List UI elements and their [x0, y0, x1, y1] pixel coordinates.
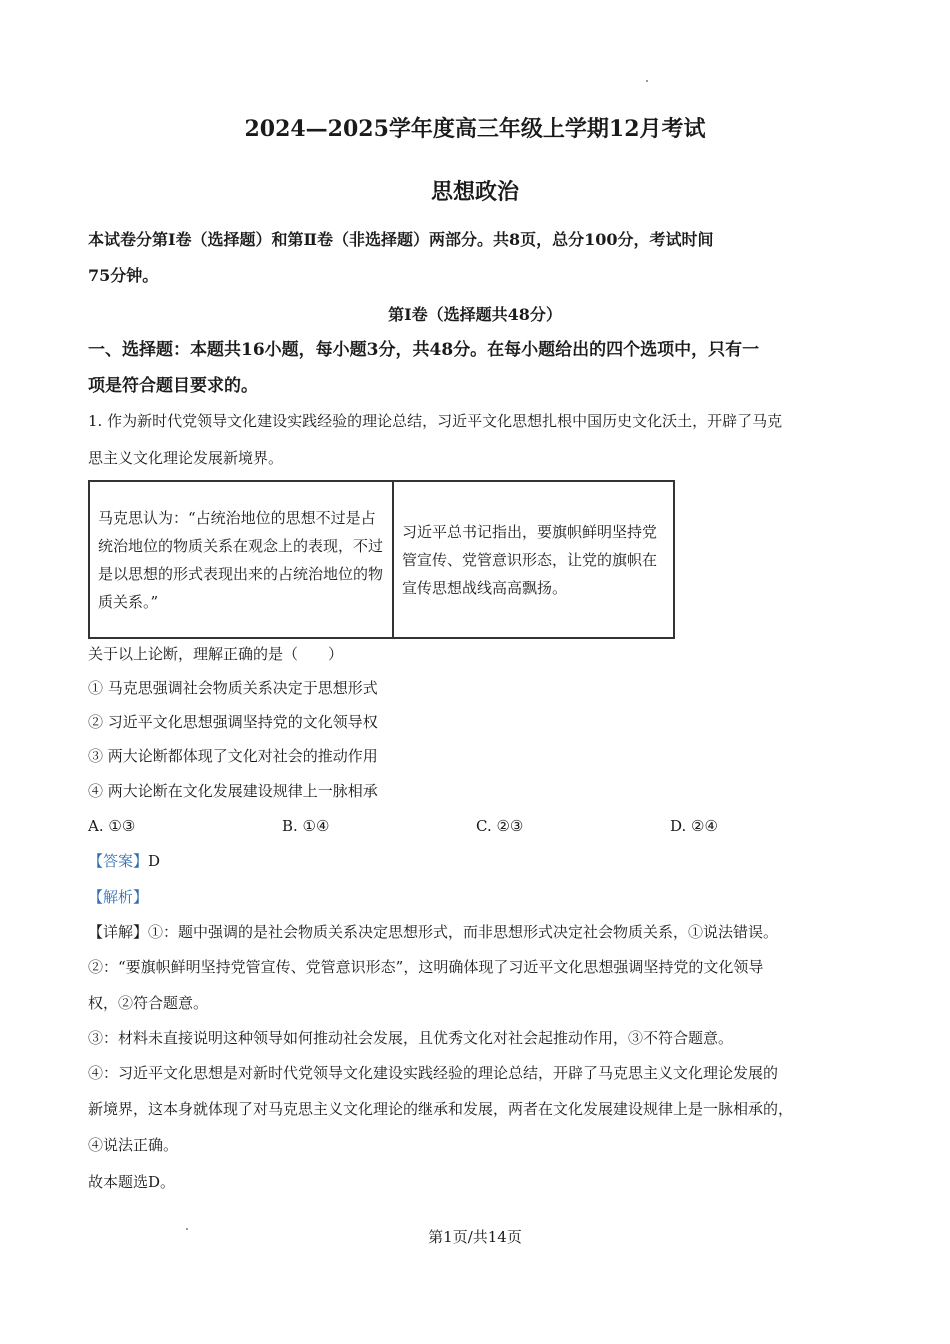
analysis-line-3: 权，②符合题意。 [88, 994, 209, 1012]
scan-mark [646, 80, 648, 82]
analysis-line-8: 故本题选D。 [88, 1173, 176, 1191]
section-heading: 第Ⅰ卷（选择题共48分） [388, 305, 562, 324]
statement-3: ③ 两大论断都体现了文化对社会的推动作用 [88, 747, 378, 765]
detail-label: 【详解】 [88, 923, 149, 941]
intro-line-2: 75分钟。 [88, 266, 159, 285]
answer-line [88, 851, 160, 871]
material-table [88, 480, 675, 639]
statement-2: ② 习近平文化思想强调坚持党的文化领导权 [88, 713, 378, 731]
scan-mark [186, 1228, 188, 1230]
analysis-line-5: ④：习近平文化思想是对新时代党领导文化建设实践经验的理论总结，开辟了马克思主义文化理论发展的 [88, 1064, 779, 1082]
page-footer: 第1页/共14页 [428, 1228, 522, 1246]
analysis-text-1: ①：题中强调的是社会物质关系决定思想形式，而非思想形式决定社会物质关系，①说法错误。 [148, 923, 779, 941]
answer-value: D [148, 852, 161, 870]
question-stem-line-1: 1. 作为新时代党领导文化建设实践经验的理论总结，习近平文化思想扎根中国历史文化沃土，开辟了马克 [88, 412, 783, 430]
analysis-line-1 [88, 922, 778, 942]
material-right-cell: 习近平总书记指出，要旗帜鲜明坚持党管宣传、党管意识形态，让党的旗帜在宣传思想战线高高飘扬。 [393, 481, 674, 638]
instruction-line-2: 项是符合题目要求的。 [88, 376, 258, 396]
instruction-line-1: 一、选择题：本题共16小题，每小题3分，共48分。在每小题给出的四个选项中，只有一 [88, 340, 760, 360]
analysis-line-4: ③：材料未直接说明这种领导如何推动社会发展，且优秀文化对社会起推动作用，③不符合题意。 [88, 1029, 734, 1047]
option-d: D. ②④ [670, 817, 718, 835]
subject-title: 思想政治 [430, 179, 519, 205]
analysis-line-7: ④说法正确。 [88, 1136, 179, 1154]
intro-line-1: 本试卷分第Ⅰ卷（选择题）和第Ⅱ卷（非选择题）两部分。共8页，总分100分，考试时间 [88, 230, 714, 249]
question-prompt: 关于以上论断，理解正确的是（ ） [88, 645, 344, 663]
analysis-label: 【解析】 [88, 888, 149, 906]
exam-title: 2024—2025学年度高三年级上学期12月考试 [244, 116, 706, 142]
material-left-cell: 马克思认为：“占统治地位的思想不过是占统治地位的物质关系在观念上的表现，不过是以思想的形式表现出来的占统治地位的物质关系。” [89, 481, 393, 638]
analysis-line-2: ②：“要旗帜鲜明坚持党管宣传、党管意识形态”，这明确体现了习近平文化思想强调坚持党的文化领导 [88, 958, 764, 976]
option-b: B. ①④ [282, 817, 330, 835]
statement-1: ① 马克思强调社会物质关系决定于思想形式 [88, 679, 378, 697]
option-a: A. ①③ [88, 817, 136, 835]
option-c: C. ②③ [476, 817, 524, 835]
answer-label: 【答案】 [88, 852, 149, 870]
analysis-line-6: 新境界，这本身就体现了对马克思主义文化理论的继承和发展，两者在文化发展建设规律上是一脉相承的， [88, 1100, 794, 1118]
question-stem-line-2: 思主义文化理论发展新境界。 [88, 449, 284, 467]
statement-4: ④ 两大论断在文化发展建设规律上一脉相承 [88, 782, 378, 800]
